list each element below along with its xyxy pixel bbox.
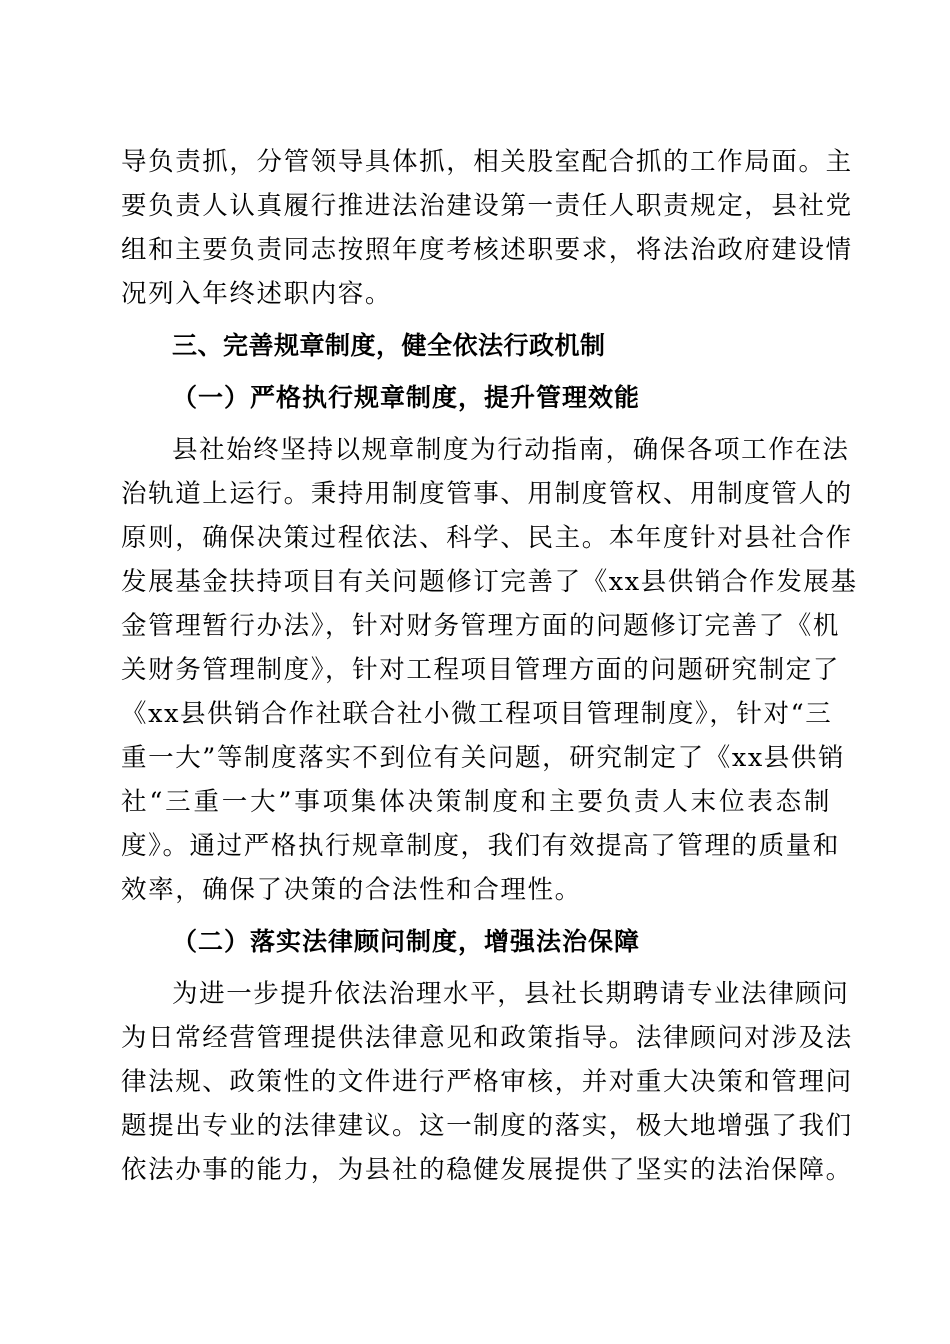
subsection-one-paragraph: [121, 428, 858, 912]
text-line: 关财务管理制度》，针对工程项目管理方面的问题研究制定了: [121, 655, 840, 685]
document-body: [121, 140, 858, 1192]
text-line: 况列入年终述职内容。: [121, 279, 393, 309]
text-line: 治轨道上运行。秉持用制度管事、用制度管权、用制度管人的: [121, 479, 853, 509]
text-line: 重一大”等制度落实不到位有关问题，研究制定了《xx县供销: [121, 743, 846, 773]
text-line: 效率，确保了决策的合法性和合理性。: [121, 875, 582, 905]
text-line: 依法办事的能力，为县社的稳健发展提供了坚实的法治保障。: [121, 1155, 853, 1185]
text-line: 发展基金扶持项目有关问题修订完善了《xx县供销合作发展基: [121, 567, 858, 597]
subsection-heading: （一）严格执行规章制度，提升管理效能: [172, 383, 641, 412]
text-line: 要负责人认真履行推进法治建设第一责任人职责规定，县社党: [121, 191, 853, 221]
subsection-two-paragraph: [121, 972, 853, 1192]
text-line: 社“三重一大”事项集体决策制度和主要负责人末位表态制: [121, 787, 831, 817]
subsection-heading: （二）落实法律顾问制度，增强法治保障: [172, 927, 641, 956]
text-line: 县社始终坚持以规章制度为行动指南，确保各项工作在法: [172, 435, 850, 465]
text-line: 金管理暂行办法》，针对财务管理方面的问题修订完善了《机: [121, 611, 840, 641]
section-heading: 三、完善规章制度，健全依法行政机制: [172, 331, 606, 360]
text-line: 度》。通过严格执行规章制度，我们有效提高了管理的质量和: [121, 831, 840, 861]
text-line: 导负责抓，分管领导具体抓，相关股室配合抓的工作局面。主: [121, 147, 853, 177]
text-line: 为日常经营管理提供法律意见和政策指导。法律顾问对涉及法: [121, 1023, 853, 1053]
text-line: 为进一步提升依法治理水平，县社长期聘请专业法律顾问: [172, 979, 850, 1009]
text-line: 原则，确保决策过程依法、科学、民主。本年度针对县社合作: [121, 523, 853, 553]
text-line: 律法规、政策性的文件进行严格审核，并对重大决策和管理问: [121, 1067, 853, 1097]
intro-paragraph: [121, 140, 853, 316]
text-line: 《xx县供销合作社联合社小微工程项目管理制度》，针对“三: [121, 699, 833, 729]
text-line: 组和主要负责同志按照年度考核述职要求，将法治政府建设情: [121, 235, 853, 265]
text-line: 题提出专业的法律建议。这一制度的落实，极大地增强了我们: [121, 1111, 853, 1141]
